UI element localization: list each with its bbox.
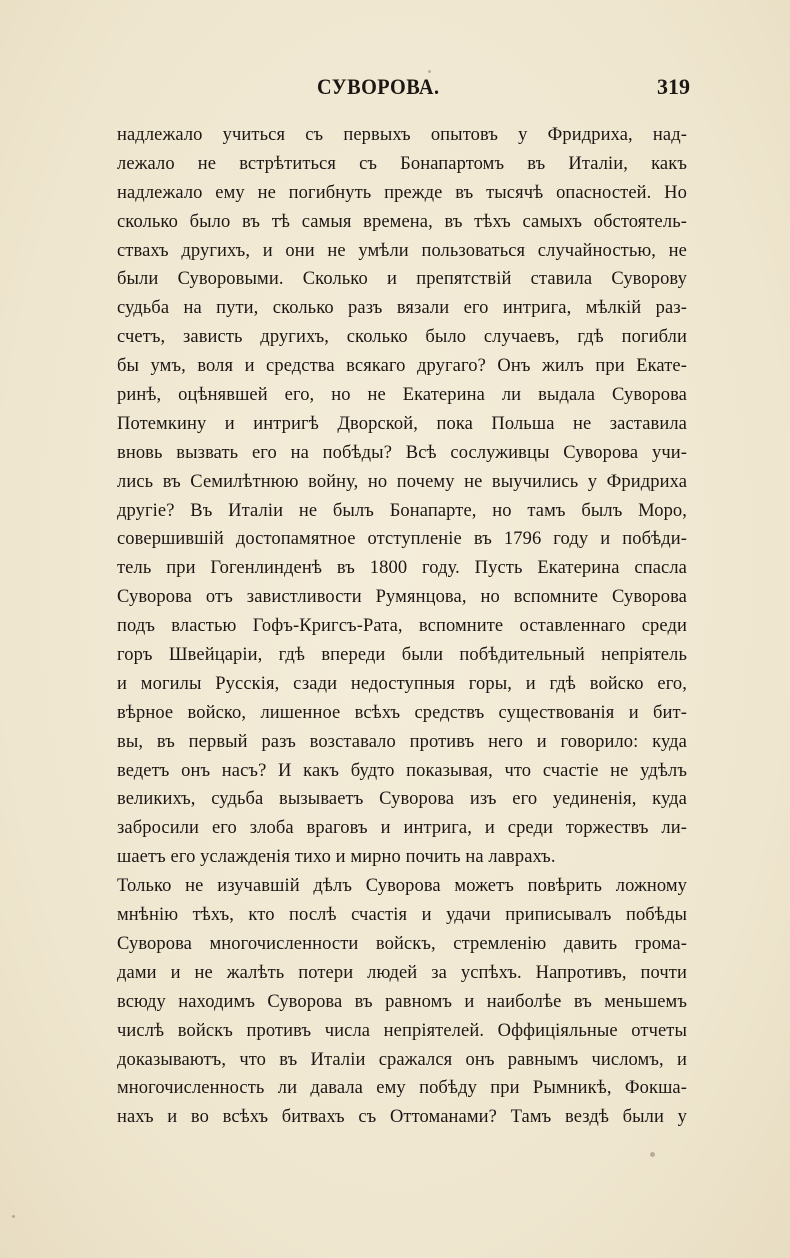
text-line: подъ властью Гофъ-Кригсъ-Рата, вспомните оставленнаго среди: [117, 616, 687, 637]
text-line: ствахъ другихъ, и они не умѣли пользоваться случайностью, не: [117, 240, 687, 261]
text-line: числѣ войскъ противъ числа непріятелей. Оффиціяльные отчеты: [117, 1020, 687, 1041]
text-line: вновь вызвать его на побѣды? Всѣ сослуживцы Суворова учи-: [117, 442, 687, 463]
text-line: вѣрное войско, лишенное всѣхъ средствъ существованія и бит-: [117, 702, 687, 723]
text-line: другіе? Въ Италіи не былъ Бонапарте, но тамъ былъ Моро,: [117, 500, 687, 521]
text-line: шаетъ его услажденія тихо и мирно почить на лаврахъ.: [117, 847, 556, 868]
running-head: СУВОРОВА.: [317, 74, 440, 99]
text-line: ведетъ онъ насъ? И какъ будто показывая, что счастіе не удѣлъ: [117, 760, 687, 781]
text-line: всюду находимъ Суворова въ равномъ и наиболѣе въ меньшемъ: [117, 991, 687, 1012]
text-line: горъ Швейцаріи, гдѣ впереди были побѣдительный непріятель: [117, 645, 687, 666]
text-line: великихъ, судьба вызываетъ Суворова изъ его уединенія, куда: [117, 789, 687, 810]
text-line: совершившій достопамятное отступленіе въ 1796 году и побѣди-: [117, 529, 687, 550]
text-line: доказываютъ, что въ Италіи сражался онъ равнымъ числомъ, и: [117, 1049, 687, 1070]
text-line: надлежало ему не погибнуть прежде въ тысячѣ опасностей. Но: [117, 182, 687, 203]
text-line: были Суворовыми. Сколько и препятствій ставила Суворову: [117, 269, 687, 290]
text-line: мнѣнію тѣхъ, кто послѣ счастія и удачи приписывалъ побѣды: [117, 905, 687, 926]
paper-speck: [12, 1215, 15, 1218]
paper-speck: [428, 70, 431, 73]
text-line: вы, въ первый разъ возставало противъ него и говорило: куда: [117, 731, 687, 752]
paragraph: [117, 121, 687, 872]
text-line: лежало не встрѣтиться съ Бонапартомъ въ Италіи, какъ: [117, 153, 687, 174]
paragraph: [117, 872, 687, 1132]
text-line: Суворова отъ завистливости Румянцова, но вспомните Суворова: [117, 587, 687, 608]
text-line: тель при Гогенлинденѣ въ 1800 году. Пусть Екатерина спасла: [117, 558, 687, 579]
page-header: [112, 74, 690, 104]
text-line: судьба на пути, сколько разъ вязали его интрига, мѣлкій раз-: [117, 298, 687, 319]
paper-speck: [650, 1152, 655, 1157]
text-line: надлежало учиться съ первыхъ опытовъ у Фридриха, над-: [117, 125, 687, 145]
body-text: [117, 121, 687, 1132]
text-line: лись въ Семилѣтнюю войну, но почему не выучились у Фридриха: [117, 471, 687, 492]
text-line: Потемкину и интригѣ Дворской, пока Польша не заставила: [117, 413, 687, 434]
page-number: 319: [657, 74, 690, 99]
text-line: Суворова многочисленности войскъ, стремленію давить грома-: [117, 933, 687, 954]
text-line: забросили его злоба враговъ и интрига, и среди торжествъ ли-: [117, 818, 687, 839]
text-line: сколько было въ тѣ самыя времена, въ тѣхъ самыхъ обстоятель-: [117, 211, 687, 232]
text-line-indented: Только не изучавшій дѣлъ Суворова можетъ повѣрить ложному: [117, 876, 687, 897]
text-line: и могилы Русскія, сзади недоступныя горы, и гдѣ войско его,: [117, 673, 687, 694]
text-line: счетъ, зависть другихъ, сколько было случаевъ, гдѣ погибли: [117, 327, 687, 348]
text-line: дами и не жалѣть потери людей за успѣхъ. Напротивъ, почти: [117, 962, 687, 983]
text-line: ринѣ, оцѣнявшей его, но не Екатерина ли выдала Суворова: [117, 385, 687, 406]
text-line: многочисленность ли давала ему побѣду при Рымникѣ, Фокша-: [117, 1078, 687, 1099]
text-line: нахъ и во всѣхъ битвахъ съ Оттоманами? Тамъ вездѣ были у: [117, 1107, 687, 1128]
text-line: бы умъ, воля и средства всякаго другаго? Онъ жилъ при Екате-: [117, 356, 687, 377]
